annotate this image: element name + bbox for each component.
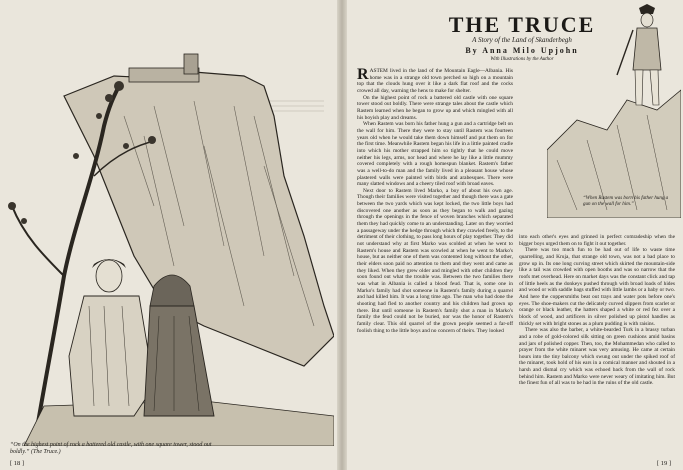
text-column-2 — [519, 234, 675, 464]
page-gutter — [337, 0, 347, 470]
right-page — [347, 0, 683, 470]
drop-cap: R — [357, 66, 369, 83]
byline: By Anna Milo Upjohn — [465, 46, 579, 55]
text-column-1 — [357, 68, 513, 468]
illustration-caption: “On the highest point of rock a battered old castle, with one square tower, stood out boldly.” (The Truce.) — [10, 442, 212, 455]
text-column-2-top — [519, 68, 599, 228]
paragraph: Next door to Rastem lived Marko, a boy of about his own age. Though their families were visited together and though there was a gate between the two yards which was kept locked, the two little boys had discovered one another as soon as they began to walk and gazing through the openings in the fence of woven branches which separated them they had quickly come to an understanding. Later on they worried a passageway under the hedge through which they crawled freely, to the detriment of their clothing, to pass long hours of play together. They did not understand why at first Marko was scolded at when he went to Rastem's house and Rastem was scowled at when he went to Marko's house, but as neither one of them was contented long without the other, their elders soon paid no attention to them and they went and came as they liked. When they grew older and mingled with other children they soon found out what the trouble was. Between the two families there was what in Albania is called a blood feud. That is, some one in Marko's family had shot someone in Rastem's family during a quarrel and had killed him. It was a long time ago. The man who had done the shooting had fled to another country and his children had grown up there. But until someone in Rastem's family shot a man in Marko's family the feud could not be buried, nor was the honor of Rastem's family clear. This old quarrel of the grown people seemed a far-off foolish thing to the little boys and no concern of theirs. They looked — [357, 187, 513, 334]
paragraph: RASTEM lived in the land of the Mountain Eagle—Albania. His home was in a strange old town perched so high on a mountain top that the clouds hung over it like a dark flat roof and the cocks crowed all day, warning the hens to make for shelter. — [357, 66, 513, 94]
left-page — [0, 0, 337, 470]
page-number: [ 18 ] — [10, 460, 25, 467]
paragraph: On the highest point of rock a battered old castle with one square tower stood out boldly. There were strange tales about the castle which Rastem learned when he began to grow up and which mingled with all his boyish play and dreams. — [357, 94, 513, 121]
page-number: [ 19 ] — [656, 460, 671, 467]
story-title: THE TRUCE — [448, 12, 596, 37]
illustration-caption: “When Rastem was born his father hung a gun on the wall for him.” — [583, 196, 669, 207]
paragraph: There was too much fun to be had out of life to waste time quarrelling, and Kruja, that strange old town, was not a bad place to grow up in. Its one long curving street which skirted the mountain-side like a tail was crowded with open booths and was so narrow that the roofs met overhead. Here on market days was the constant click and tap of little heels as the donkeys pushed through with broad loads of hides and wood or with saddle bags stuffed with little lambs or a baby or two. And here the coppersmiths beat out trays and water pots before one's eyes. The shoe-makers cut the delicately curved slippers from scarlet or orange or black leather, the hatters shaped a white or red fez over a block of wood, and artificers in silver polished up pistol handles as thickly set with bright stones as a plum pudding is with raisins. — [519, 247, 675, 327]
illustration-castle-boys — [4, 6, 334, 446]
illustration-credit: With Illustrations by the Author — [490, 57, 554, 62]
story-subtitle: A Story of the Land of Skanderbegh — [472, 36, 572, 44]
paragraph: There was also the barber, a white-bearded Turk in a brassy turban and a robe of gold-colored silk sitting on green cushions amid basins and jars of polished copper. Then, too, the Mohammedan who called to prayer from the white minaret was very amusing. He came at certain hours into the tiny balcony which swung out under the spiked roof of the minaret, took hold of his ears in a comical manner and shouted in a harsh and dismal cry which was echoed back from the wall of rock behind him. Rastem and Marko were never weary of imitating him. But the finest fun of all was to be had in the ruins of the old castle. — [519, 327, 675, 387]
paragraph: When Rastem was born his father hung a gun and a cartridge belt on the wall for him. There they were to stay until Rastem was fourteen years old when he would take them down himself and put them on for the first time. Meanwhile Rastem began his life in a little painted cradle into which his mother strapped him so tightly that he could move neither his legs, arms, nor head and where he lay like a little mummy covered completely with a rough homespun blanket. Rastem's father was a well-to-do man and the family lived in a pleasant house whose plastered walls were painted with birds and arabesques. There were many slatted windows and a cheery tiled roof with broad eaves. — [357, 121, 513, 188]
paragraph: into each other's eyes and grinned in perfect comradeship when the bigger boys urged them on to fight it out together. — [519, 234, 675, 247]
